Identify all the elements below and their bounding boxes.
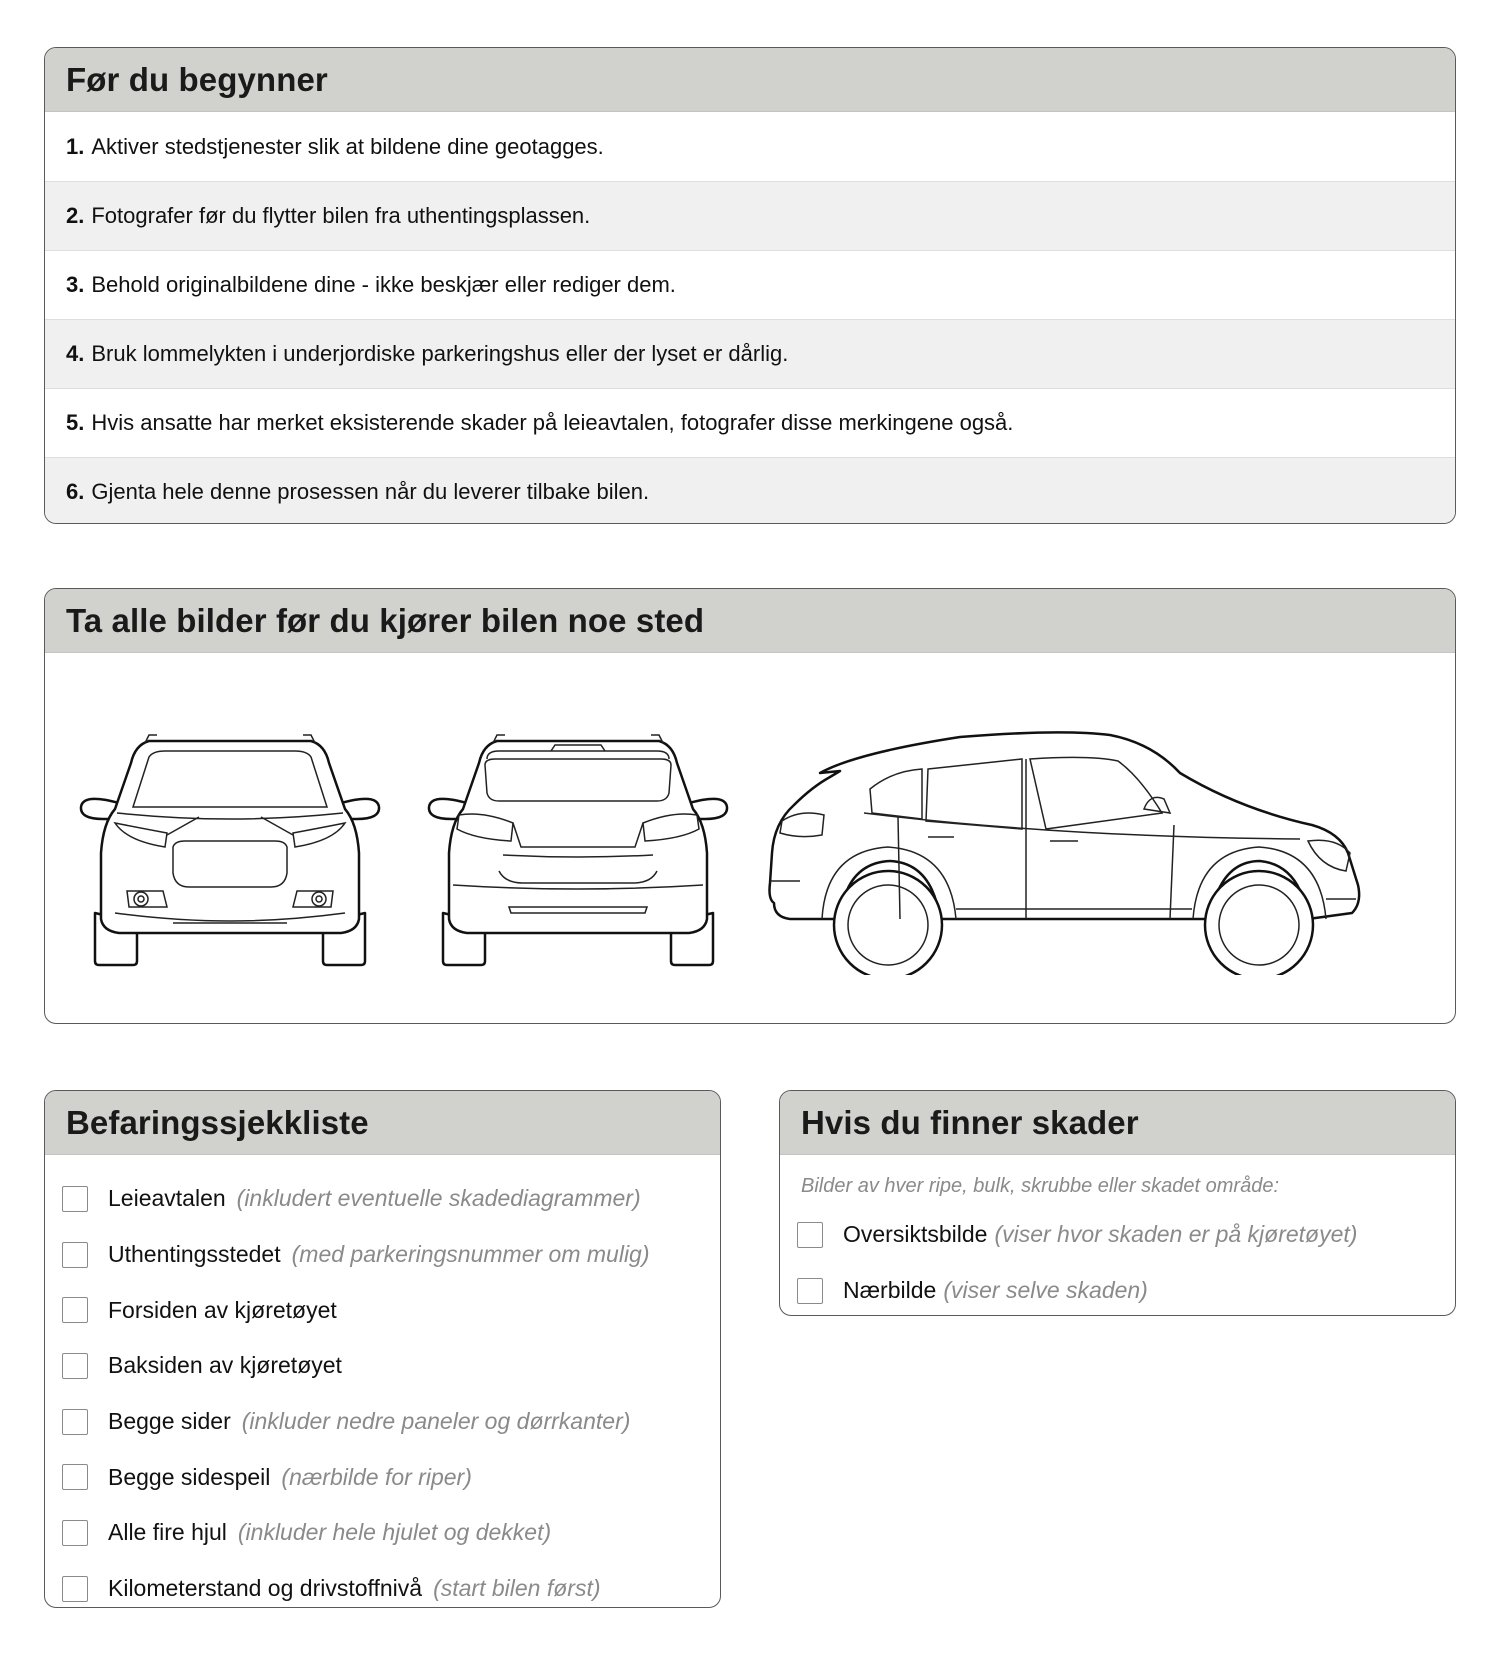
step-text: Fotografer før du flytter bilen fra uthentingsplassen.: [91, 203, 591, 228]
damage-item-note: (viser selve skaden): [943, 1277, 1148, 1304]
steps-list: [45, 112, 1455, 524]
checklist-checkbox[interactable]: [62, 1186, 88, 1212]
checklist-item-note: (start bilen først): [433, 1575, 601, 1602]
checklist-item-note: (inkluder nedre paneler og dørrkanter): [241, 1408, 631, 1435]
damage-item-note: (viser hvor skaden er på kjøretøyet): [994, 1221, 1358, 1248]
checklist-item-note: (inkluder hele hjulet og dekket): [237, 1519, 552, 1546]
checklist-item: [45, 1394, 720, 1450]
checklist-item-note: (nærbilde for riper): [281, 1463, 472, 1490]
checklist-checkbox[interactable]: [62, 1242, 88, 1268]
checklist-item: [45, 1171, 720, 1227]
car-rear-icon: [423, 723, 733, 971]
step-number: 3.: [66, 272, 85, 297]
checklist-item-label: Forsiden av kjøretøyet: [108, 1296, 337, 1323]
checklist-item-label: Leieavtalen: [108, 1185, 226, 1212]
take-photos-header: [45, 589, 1455, 653]
step-text: Aktiver stedstjenester slik at bildene dine geotagges.: [91, 133, 604, 159]
step-text: Behold originalbildene dine - ikke beskjær eller rediger dem.: [91, 272, 676, 297]
before-you-start-title: Før du begynner: [66, 60, 328, 98]
step-row: [45, 250, 1455, 319]
damage-checklist: [780, 1207, 1455, 1316]
step-row: [45, 457, 1455, 524]
checklist-item: [45, 1227, 720, 1283]
if-damage-header: [780, 1091, 1455, 1155]
checklist-item: [45, 1561, 720, 1608]
checklist-item: [45, 1505, 720, 1561]
inspection-checklist-title: Befaringssjekkliste: [66, 1103, 369, 1141]
checklist-item: [45, 1338, 720, 1394]
checklist-item-note: (med parkeringsnummer om mulig): [291, 1241, 650, 1268]
step-row: [45, 319, 1455, 388]
damage-checkbox[interactable]: [797, 1222, 823, 1248]
step-row: [45, 388, 1455, 457]
inspection-checklist-panel: [44, 1090, 721, 1608]
step-number: 1.: [66, 133, 85, 159]
checklist-item-label: Kilometerstand og drivstoffnivå: [108, 1575, 423, 1602]
checklist-checkbox[interactable]: [62, 1409, 88, 1435]
step-number: 4.: [66, 341, 85, 366]
car-front-icon: [75, 723, 385, 971]
checklist-item-label: Begge sider: [108, 1408, 231, 1435]
damage-item: [780, 1263, 1455, 1316]
checklist-checkbox[interactable]: [62, 1297, 88, 1323]
checklist-item-label: Begge sidespeil: [108, 1463, 271, 1490]
inspection-checklist-header: [45, 1091, 720, 1155]
checklist-item: [45, 1282, 720, 1338]
inspection-checklist: [45, 1155, 720, 1608]
checklist-item-label: Baksiden av kjøretøyet: [108, 1352, 342, 1379]
damage-item-label: Nærbilde: [843, 1277, 937, 1304]
step-row: [45, 112, 1455, 181]
checklist-checkbox[interactable]: [62, 1576, 88, 1602]
take-photos-title: Ta alle bilder før du kjører bilen noe sted: [66, 601, 705, 639]
car-illustrations: [45, 653, 1455, 1023]
step-row: [45, 181, 1455, 250]
checklist-item-label: Uthentingsstedet: [108, 1241, 281, 1268]
step-text: Hvis ansatte har merket eksisterende skader på leieavtalen, fotografer disse merkingene også.: [91, 410, 1014, 435]
checklist-item-label: Alle fire hjul: [108, 1519, 227, 1546]
checklist-checkbox[interactable]: [62, 1353, 88, 1379]
step-number: 5.: [66, 410, 85, 435]
before-you-start-header: [45, 48, 1455, 112]
car-side-icon: [760, 713, 1390, 975]
checklist-checkbox[interactable]: [62, 1464, 88, 1490]
take-photos-panel: [44, 588, 1456, 1024]
step-number: 6.: [66, 479, 85, 504]
step-number: 2.: [66, 203, 85, 228]
damage-item-label: Oversiktsbilde: [843, 1221, 988, 1248]
checklist-item: [45, 1449, 720, 1505]
damage-item: [780, 1207, 1455, 1263]
damage-intro-text: Bilder av hver ripe, bulk, skrubbe eller skadet område:: [801, 1175, 1280, 1197]
checklist-checkbox[interactable]: [62, 1520, 88, 1546]
step-text: Gjenta hele denne prosessen når du leverer tilbake bilen.: [91, 479, 650, 504]
if-damage-panel: [779, 1090, 1456, 1316]
if-damage-title: Hvis du finner skader: [801, 1103, 1139, 1141]
damage-checkbox[interactable]: [797, 1278, 823, 1304]
step-text: Bruk lommelykten i underjordiske parkeringshus eller der lyset er dårlig.: [91, 341, 789, 366]
checklist-item-note: (inkludert eventuelle skadediagrammer): [236, 1185, 641, 1212]
before-you-start-panel: [44, 47, 1456, 524]
